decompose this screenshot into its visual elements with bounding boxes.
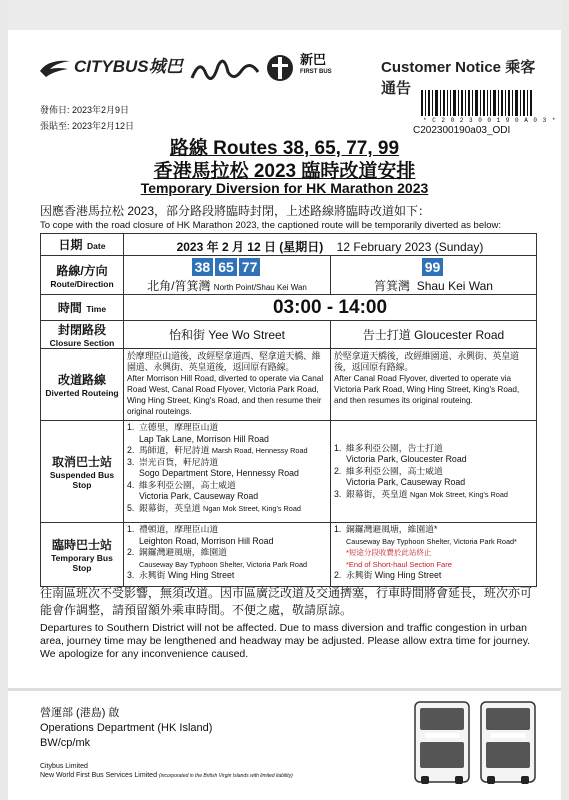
route-badge: 99	[422, 258, 444, 276]
list-item: 2. 馬師道，軒尼詩道 Marsh Road, Hennessy Road	[127, 445, 308, 455]
direction-left: 北角/筲箕灣 North Point/Shau Kei Wan	[147, 279, 307, 293]
list-item: 1. 維多利亞公園，告士打道 Victoria Park, Gloucester Road	[334, 442, 467, 465]
route-badge: 77	[239, 258, 261, 276]
legal-firstbus: New World First Bus Services Limited (incorporated in the British Virgin Islands with limited liability)	[40, 772, 293, 779]
date-en: 12 February 2023 (Sunday)	[336, 240, 484, 254]
route-label: 路線/方向 Route/Direction	[41, 256, 124, 295]
citybus-brand: CITYBUS城巴	[74, 57, 183, 76]
closure-right: 告士打道 Gloucester Road	[331, 321, 537, 349]
temporary-label: 臨時巴士站 Temporary Bus Stop	[41, 523, 124, 587]
route-left	[124, 256, 331, 295]
diverted-label: 改道路線 Diverted Routeing	[41, 349, 124, 421]
list-item: 3. 永興街 Wing Hing Street	[127, 570, 235, 580]
time-label: 時間 Time	[41, 295, 124, 321]
list-item: 1. 銅鑼灣避風塘，維園道* Causeway Bay Typhoon Shelter, Victoria Park Road* *短途分段收費於此站終止 *End of Short-haul Section Fare	[334, 524, 533, 570]
citybus-logo	[38, 52, 183, 79]
diverted-right: 於堅拿道天橋後，改經維園道、永興街、英皇道後，返回原有路線。 After Canal Road Flyover, diverted to operate via Victoria Park Road, Wing Hing Street, King's Road, and then resumes its original routeing.	[331, 349, 537, 421]
citybus-swoosh-icon	[38, 57, 72, 79]
barcode-icon	[421, 90, 533, 120]
date-zh: 2023 年 2 月 12 日 (星期日)	[176, 240, 324, 254]
suspended-row	[41, 421, 537, 523]
signoff-ref: BW/cp/mk	[40, 737, 91, 749]
signoff-zh: 營運部 (港島) 啟	[40, 707, 120, 719]
list-item: 2. 維多利亞公園，高士威道 Victoria Park, Causeway Road	[334, 465, 466, 488]
footer-note-zh: 往南區班次不受影響，無須改道。因市區廣泛改道及交通擠塞，行車時間將會延長，班次亦可能會作調整，請預留額外乘車時間。不便之處，敬請原諒。	[40, 586, 533, 617]
closure-left: 怡和街 Yee Wo Street	[124, 321, 331, 349]
footer-note-en: Departures to Southern District will not be affected. Due to mass diversion and traffic congestion in urban area, journey time may be lengthened and headway may be adjusted. Please allow extra time for journey. We apologize for any inconvenience caused.	[40, 622, 531, 660]
route-row	[41, 256, 537, 295]
intro-en: To cope with the road closure of HK Marathon 2023, the captioned route will be temporarily diverted as below:	[40, 220, 502, 231]
customer-notice-title: Customer Notice 乘客通告	[381, 59, 536, 97]
closure-label: 封閉路段 Closure Section	[41, 321, 124, 349]
time-value: 03:00 - 14:00	[124, 295, 537, 321]
suspended-left	[124, 421, 331, 523]
firstbus-zh: 新巴	[300, 52, 327, 67]
list-item: 3. 崇光百貨，軒尼詩道 Sogo Department Store, Hennessy Road	[127, 456, 299, 478]
list-item: 1. 禮頓道，摩理臣山道 Leighton Road, Morrison Hill Road	[127, 524, 274, 546]
suspended-right	[331, 421, 537, 523]
signoff	[40, 706, 212, 751]
list-item: 3. 銀幕街，英皇道 Ngan Mok Street, King's Road	[334, 488, 508, 499]
short-haul-note-zh: *短途分段收費於此站終止	[346, 548, 432, 557]
list-item: 5. 銀幕街，英皇道 Ngan Mok Street, King's Road	[127, 502, 301, 513]
route-badges-right	[331, 258, 536, 277]
title-zh: 香港馬拉松 2023 臨時改道安排	[153, 161, 416, 182]
diverted-left: 於摩理臣山道後，改經堅拿道西、堅拿道天橋、維園道、永興街、英皇道後，返回原有路線。 After Morrison Hill Road, diverted to operate via Canal Road West, Canal Road Flyover, Victoria Park Road, Wing Hing Street, King's Road, and then resume their original routeings.	[124, 349, 331, 421]
list-item: 2. 銅鑼灣避風塘，維園道 Causeway Bay Typhoon Shelter, Victoria Park Road	[127, 547, 308, 569]
firstbus-swirl-icon	[188, 48, 298, 88]
temporary-row	[41, 523, 537, 587]
double-decker-buses-icon	[411, 690, 541, 790]
notice-dates	[40, 102, 134, 134]
list-item: 4. 維多利亞公園，高士威道 Victoria Park, Causeway Road	[127, 479, 259, 501]
signoff-en: Operations Department (HK Island)	[40, 722, 213, 734]
logo-bar	[38, 48, 548, 97]
top-margin	[8, 0, 561, 30]
direction-right: 筲箕灣 Shau Kei Wan	[374, 279, 493, 293]
temporary-left	[124, 523, 331, 587]
date-label: 日期 Date	[41, 234, 124, 256]
intro-zh: 因應香港馬拉松 2023，部分路段將臨時封閉，上述路線將臨時改道如下：	[40, 204, 431, 218]
list-item: 1. 立德里，摩理臣山道 Lap Tak Lane, Morrison Hill Road	[127, 422, 269, 444]
notice-page	[8, 0, 561, 800]
title-routes: 路線 Routes 38, 65, 77, 99	[169, 138, 400, 159]
firstbus-en: FIRST BUS	[300, 69, 332, 75]
suspended-label: 取消巴士站 Suspended Bus Stop	[41, 421, 124, 523]
temporary-right	[331, 523, 537, 587]
route-badges-left	[124, 258, 330, 277]
diversion-table	[40, 233, 537, 587]
short-haul-note-en: *End of Short-haul Section Fare	[346, 559, 452, 569]
time-row	[41, 295, 537, 321]
date-value	[124, 234, 537, 256]
legal-entities	[40, 762, 293, 781]
date-row	[41, 234, 537, 256]
firstbus-brand	[300, 54, 332, 78]
route-badge: 65	[215, 258, 237, 276]
route-right	[331, 256, 537, 295]
post-date: 張貼至: 2023年2月12日	[40, 121, 135, 131]
legal-citybus: Citybus Limited	[40, 763, 88, 770]
diverted-row	[41, 349, 537, 421]
barcode-number: * C 2 0 2 3 0 0 1 9 0 A 0 3 *	[423, 117, 557, 124]
route-badge: 38	[192, 258, 214, 276]
issue-date: 發佈日: 2023年2月9日	[40, 105, 130, 115]
list-item: 2. 永興街 Wing Hing Street	[334, 570, 442, 580]
document-reference: C202300190a03_ODI	[413, 125, 511, 136]
title-en: Temporary Diversion for HK Marathon 2023	[140, 180, 429, 196]
closure-row	[41, 321, 537, 349]
